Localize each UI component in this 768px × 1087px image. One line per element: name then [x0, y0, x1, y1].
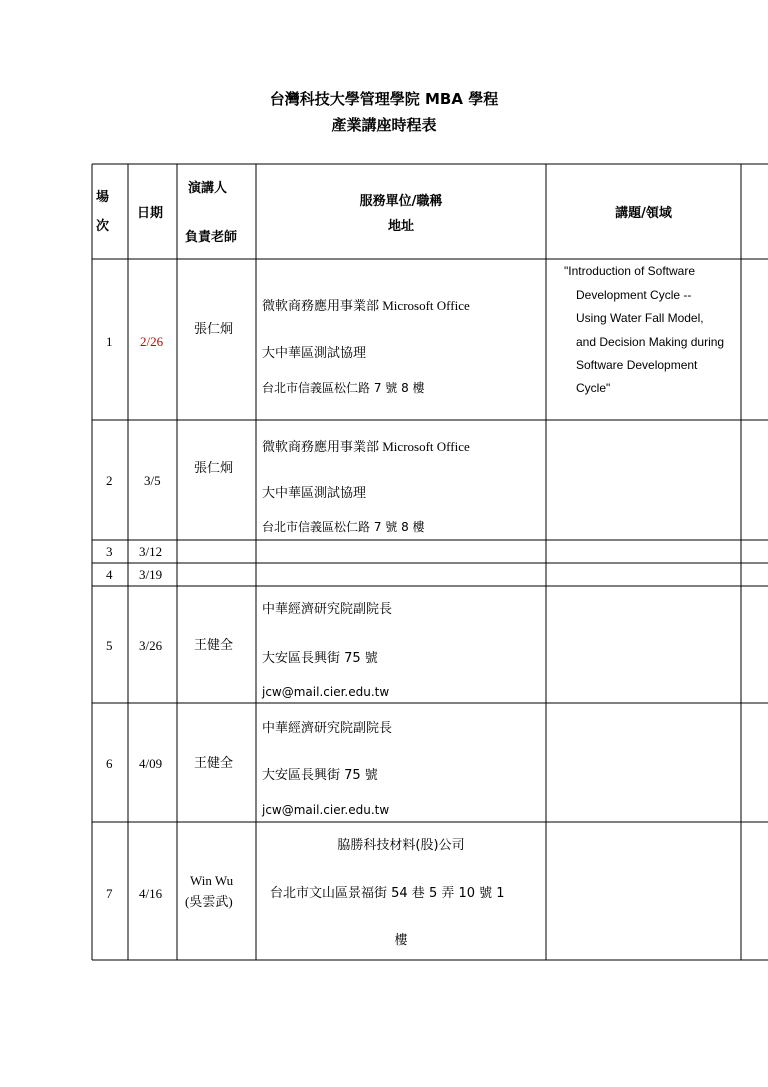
- row1-topic-line6: Cycle": [576, 381, 611, 395]
- header-teacher: 負責老師: [185, 230, 238, 245]
- row6-num: 6: [106, 756, 113, 771]
- row2-address: 台北市信義區松仁路 7 號 8 樓: [262, 520, 425, 534]
- header-address: 地址: [387, 219, 414, 234]
- row1-date: 2/26: [140, 334, 164, 349]
- row1-org: 微軟商務應用事業部 Microsoft Office: [262, 298, 470, 313]
- row7-speaker: Win Wu: [190, 873, 234, 888]
- row2-org: 微軟商務應用事業部 Microsoft Office: [262, 439, 470, 454]
- header-session-2: 次: [96, 219, 110, 234]
- row7-address-line1: 台北市文山區景福街 54 巷 5 弄 10 號 1: [270, 886, 505, 901]
- row6-org: 中華經濟研究院副院長: [262, 721, 393, 736]
- row6-speaker: 王健全: [194, 756, 234, 771]
- row3-num: 3: [106, 544, 113, 559]
- row6-email[interactable]: jcw@mail.cier.edu.tw: [262, 803, 390, 817]
- header-session: 場: [96, 190, 110, 205]
- row4-date: 3/19: [139, 567, 163, 582]
- row2-title: 大中華區測試協理: [262, 486, 367, 501]
- header-date: 日期: [137, 206, 164, 221]
- document-title: 台灣科技大學管理學院 MBA 學程: [269, 90, 499, 108]
- row1-num: 1: [106, 334, 113, 349]
- row1-address: 台北市信義區松仁路 7 號 8 樓: [262, 381, 425, 395]
- row6-date: 4/09: [139, 756, 163, 771]
- row2-date: 3/5: [144, 473, 161, 488]
- row2-num: 2: [106, 473, 113, 488]
- row7-num: 7: [106, 886, 113, 901]
- row1-topic-line4: and Decision Making during: [576, 335, 725, 349]
- row5-date: 3/26: [139, 638, 163, 653]
- header-speaker: 演講人: [188, 181, 228, 196]
- row3-date: 3/12: [139, 544, 163, 559]
- header-topic: 講題/領域: [615, 206, 672, 221]
- header-org-title: 服務單位/職稱: [359, 194, 443, 209]
- row7-date: 4/16: [139, 886, 163, 901]
- row7-org: 脇勝科技材料(股)公司: [337, 838, 465, 853]
- row1-speaker: 張仁炯: [194, 322, 234, 337]
- row6-address: 大安區長興街 75 號: [262, 768, 378, 783]
- row1-topic-line3: Using Water Fall Model,: [576, 311, 704, 325]
- row7-speaker-cn: (吳雲武): [185, 894, 233, 909]
- row1-topic-line5: Software Development: [576, 358, 698, 372]
- row5-email[interactable]: jcw@mail.cier.edu.tw: [262, 685, 390, 699]
- row5-speaker: 王健全: [194, 638, 234, 653]
- row5-num: 5: [106, 638, 113, 653]
- document-subtitle: 產業講座時程表: [331, 116, 437, 134]
- row7-address-line2: 樓: [394, 933, 408, 948]
- row2-speaker: 張仁炯: [194, 461, 234, 476]
- row4-num: 4: [106, 567, 113, 582]
- row1-topic-line1: "Introduction of Software: [564, 264, 695, 278]
- row5-address: 大安區長興街 75 號: [262, 651, 378, 666]
- row5-org: 中華經濟研究院副院長: [262, 602, 393, 617]
- row1-title: 大中華區測試協理: [262, 346, 367, 361]
- row1-topic-line2: Development Cycle --: [576, 288, 692, 302]
